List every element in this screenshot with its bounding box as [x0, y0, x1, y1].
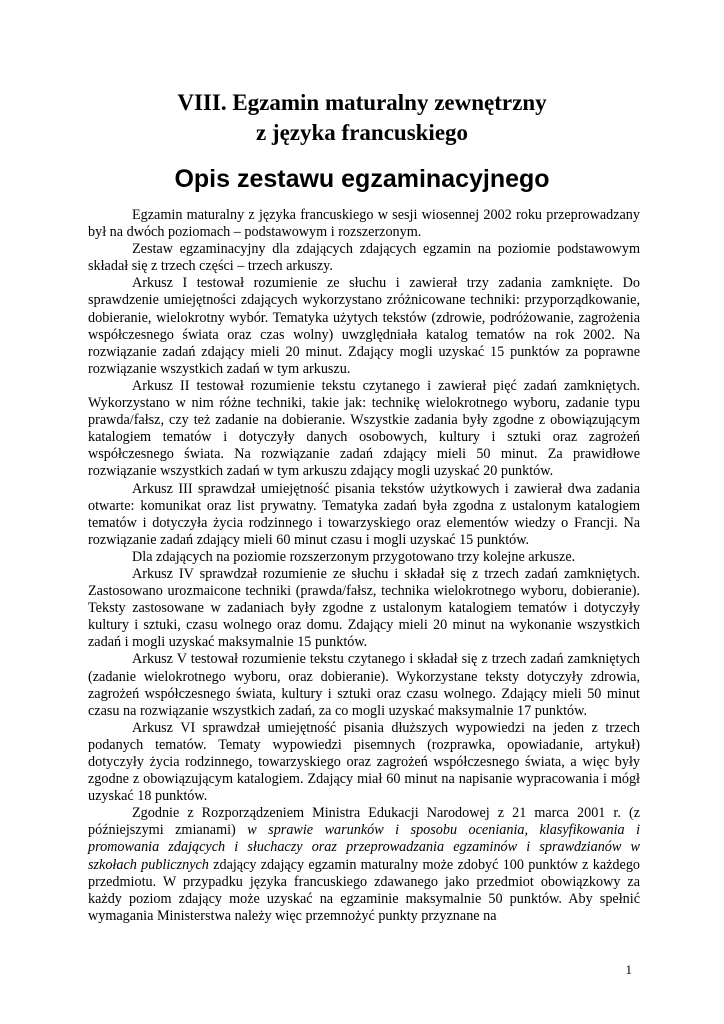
- paragraph: Dla zdających na poziomie rozszerzonym przygotowano trzy kolejne arkusze.: [132, 548, 576, 565]
- paragraph: Arkusz I testował rozumienie ze słuchu i zawierał trzy zadania zamknięte. Do sprawdzenie umiejętności zdających wykorzystano zróżnicowane techniki: przyporządkowanie, dobieranie, wielokrotny wybór. Tematyka użytych tekstów (zdrowie, podróżowanie, zagrożenia współczesnego świata oraz czas wolny) uwzględniała katalog tematów na rok 2002. Na rozwiązanie zadań zdający mieli 20 minut. Zdający mogli uzyskać 15 punktów za poprawne rozwiązanie wszystkich zadań w tym arkuszu.: [88, 275, 640, 377]
- regulation-title-italic: w sprawie warunków i sposobu oceniania, klasyfikowania i promowania zdających i słuchaczy oraz przeprowadzania egzaminów i sprawdzianów w szkołach publicznych: [88, 822, 641, 873]
- paragraph: Arkusz III sprawdzał umiejętność pisania tekstów użytkowych i zawierał dwa zadania otwarte: komunikat oraz list prywatny. Tematyka zadań była zgodna z ustalonym katalogiem tematów i dotyczyła życia rodzinnego i towarzyskiego oraz elementów wiedzy o Francji. Na rozwiązanie zadań zdający mieli 60 minut czasu i mogli uzyskać 15 punktów.: [88, 480, 640, 548]
- regulation-text-before: Zgodnie z Rozporządzeniem Ministra Edukacji Narodowej z 21 marca 2001 r. (z późniejszymi zmianami): [88, 805, 640, 839]
- document-title-line1: VIII. Egzamin maturalny zewnętrzny: [177, 90, 547, 115]
- paragraph: Arkusz VI sprawdzał umiejętność pisania dłuższych wypowiedzi na jeden z trzech podanych tematów. Tematy wypowiedzi pisemnych (rozprawka, opowiadanie, artykuł) dotyczyły życia rodzinnego, towarzyskiego oraz zagrożeń współczesnego świata, a więc były zgodne z obowiązującym katalogiem. Zdający miał 60 minut na napisanie wypracowania i mógł uzyskać 18 punktów.: [88, 719, 640, 805]
- paragraph: Egzamin maturalny z języka francuskiego w sesji wiosennej 2002 roku przeprowadzany był na dwóch poziomach – podstawowym i rozszerzonym.: [88, 207, 640, 241]
- paragraph: Arkusz II testował rozumienie tekstu czytanego i zawierał pięć zadań zamkniętych. Wykorzystano w nim różne techniki, takie jak: technikę wielokrotnego wyboru, zadanie typu prawda/fałsz, czy też zadanie na dobieranie. Wszystkie zadania były zgodne z obowiązującym katalogiem tematów i dotyczyły danych osobowych, kultury i sztuki oraz zagrożeń współczesnego świata. Na rozwiązanie zadań zdający mieli 50 minut. Za prawidłowe rozwiązanie wszystkich zadań w tym arkuszu zdający mogli uzyskać 20 punktów.: [88, 377, 640, 480]
- paragraph: Arkusz IV sprawdzał rozumienie ze słuchu i składał się z trzech zadań zamkniętych. Zastosowano urozmaicone techniki (prawda/fałsz, technika wielokrotnego wyboru, dobieranie). Teksty zastosowane w zadaniach były zgodne z ustalonym katalogiem tematów i dotyczyły kultury i sztuki, czasu wolnego oraz domu. Zdający mieli 20 minut na wykonanie wszystkich zadań i mogli uzyskać maksymalnie 15 punktów.: [88, 565, 640, 651]
- document-body: [88, 207, 640, 925]
- paragraph: Arkusz V testował rozumienie tekstu czytanego i składał się z trzech zadań zamkniętych (zadanie wielokrotnego wyboru, oraz dobieranie). Wykorzystane teksty dotyczyły zdrowia, zagrożeń współczesnego świata, kultury i sztuki oraz czasu wolnego. Zdający mieli 50 minut czasu na rozwiązanie wszystkich zadań, za co mogli uzyskać maksymalnie 17 punktów.: [88, 651, 640, 719]
- regulation-text-after: zdający zdający egzamin maturalny może zdobyć 100 punktów z każdego przedmiotu. W przypadku języka francuskiego zdawanego jako przedmiot obowiązkowy za każdy poziom zdający może uzyskać na egzaminie maksymalnie 50 punktów. Aby spełnić wymagania Ministerstwa należy więc przemnożyć punkty przyznane na: [88, 856, 641, 924]
- paragraph-regulation: [88, 805, 640, 925]
- paragraph: Zestaw egzaminacyjny dla zdających zdających egzamin na poziomie podstawowym składał się z trzech części – trzech arkuszy.: [88, 241, 640, 275]
- document-title-line2: z języka francuskiego: [255, 120, 469, 145]
- page-number: 1: [625, 962, 632, 977]
- document-subtitle: Opis zestawu egzaminacyjnego: [174, 165, 550, 193]
